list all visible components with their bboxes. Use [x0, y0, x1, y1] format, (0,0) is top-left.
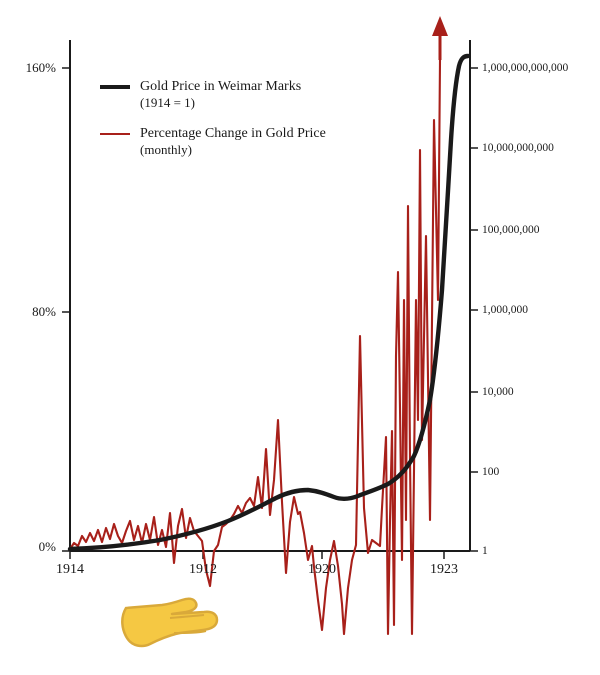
legend-label-percentage-change: Percentage Change in Gold Price [140, 126, 326, 141]
y-axis-right-tick-0: 1,000,000,000,000 [482, 62, 569, 74]
legend-note-percentage-change: (monthly) [140, 142, 192, 157]
y-axis-right-ticks [470, 68, 478, 551]
legend-item-gold-price [100, 78, 400, 111]
legend-swatch-percentage-change-line-icon [100, 133, 130, 135]
y-axis-left-tick-0: 160% [25, 60, 56, 75]
legend-item-percentage-change [100, 125, 400, 158]
x-axis-tick-0: 1914 [56, 562, 84, 577]
y-axis-left-tick-1: 80% [32, 304, 56, 319]
legend-swatch-gold-price-line-icon [100, 85, 130, 89]
chart-legend [100, 78, 400, 167]
legend-label-gold-price: Gold Price in Weimar Marks [140, 79, 302, 94]
y-axis-right-tick-6: 1 [482, 545, 488, 557]
y-axis-right-tick-4: 10,000 [482, 386, 514, 398]
y-axis-left-ticks [62, 68, 70, 551]
y-axis-right-tick-5: 100 [482, 466, 500, 478]
off-scale-arrow-annotation [432, 16, 448, 60]
y-axis-right-tick-3: 1,000,000 [482, 304, 528, 316]
x-axis-tick-2: 1920 [308, 562, 336, 577]
y-axis-right-tick-2: 100,000,000 [482, 224, 540, 236]
x-axis-tick-3: 1923 [430, 562, 458, 577]
x-axis-tick-1: 1912 [189, 562, 217, 577]
legend-note-gold-price: (1914 = 1) [140, 95, 195, 110]
y-axis-right-tick-1: 10,000,000,000 [482, 142, 554, 154]
y-axis-left-tick-2: 0% [38, 539, 56, 554]
